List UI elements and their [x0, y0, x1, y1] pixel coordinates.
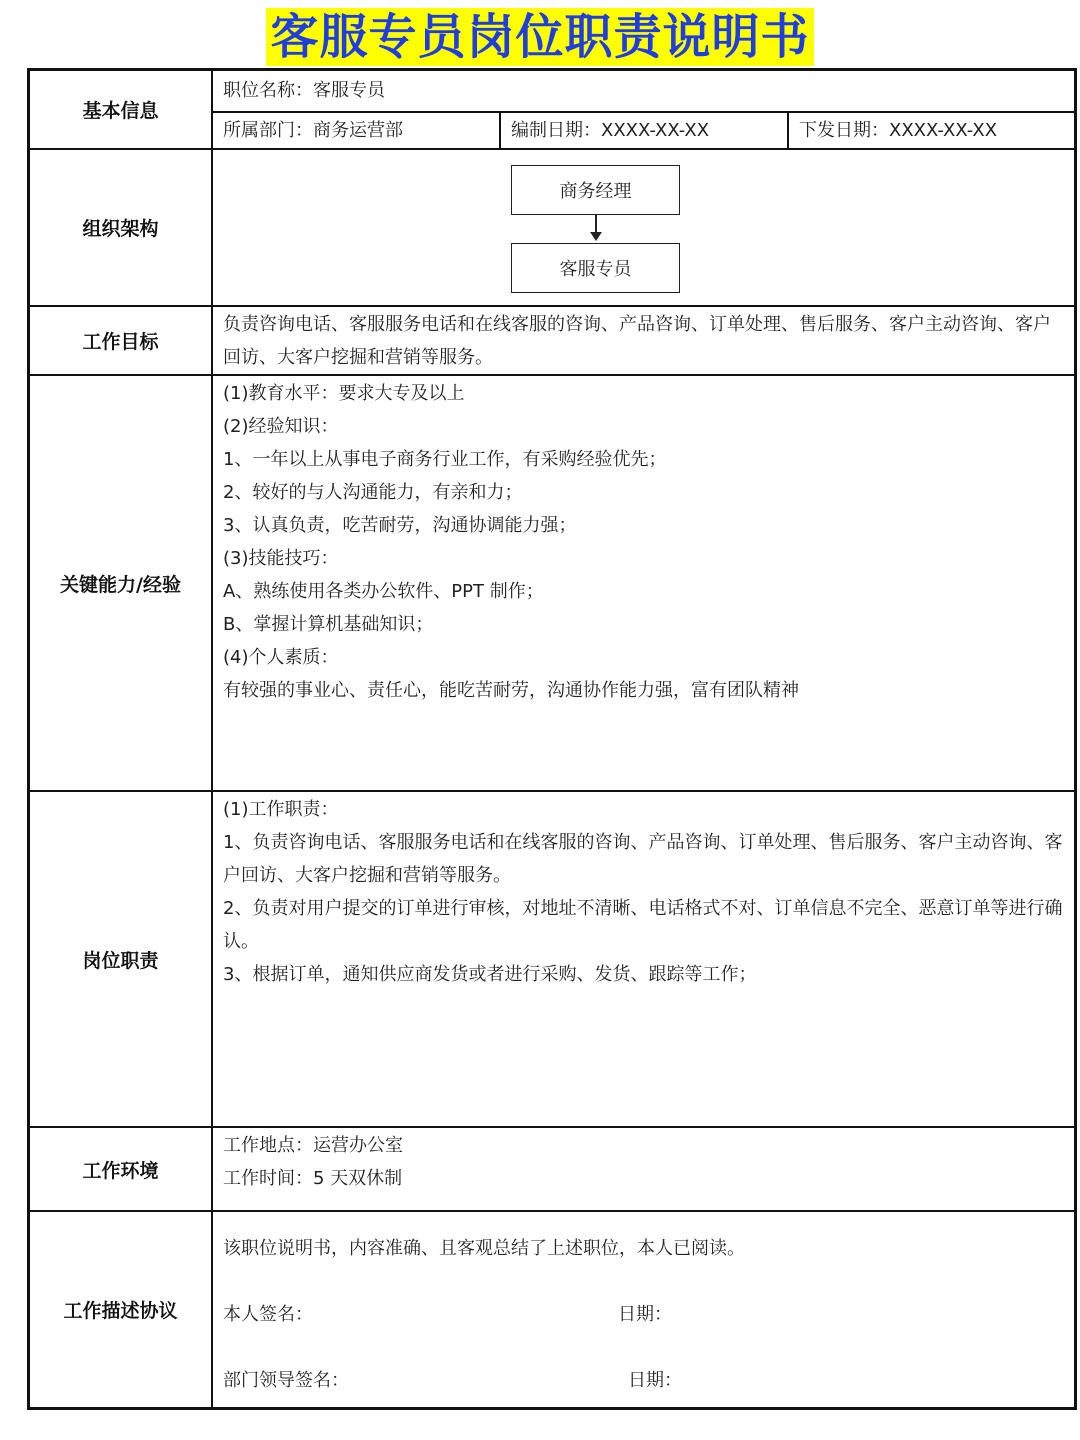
- duties-content: [213, 792, 1074, 1126]
- work-environment-content: [213, 1128, 1074, 1210]
- ability-line: 有较强的事业心、责任心，能吃苦耐劳，沟通协作能力强，富有团队精神: [223, 680, 799, 701]
- basic-info-subrow: [213, 113, 1074, 149]
- row-basic-info: [30, 71, 1074, 150]
- leader-signature-label: 部门领导签名：: [223, 1370, 349, 1391]
- agreement-statement: 该职位说明书，内容准确、且客观总结了上述职位，本人已阅读。: [223, 1238, 745, 1259]
- leader-date-label: 日期：: [628, 1370, 682, 1391]
- self-date-label: 日期：: [618, 1304, 672, 1325]
- ability-line: (2)经验知识：: [223, 416, 339, 437]
- work-goal-text: 负责咨询电话、客服服务电话和在线客服的咨询、产品咨询、订单处理、售后服务、客户主动咨询、客户回访、大客户挖掘和营销等服务。: [223, 314, 1051, 368]
- arrow-down-icon: [590, 232, 602, 241]
- label-work-goal: 工作目标: [30, 307, 213, 374]
- issue-date: 下发日期：XXXX-XX-XX: [799, 120, 998, 141]
- duty-line: 3、根据订单，通知供应商发货或者进行采购、发货、跟踪等工作；: [223, 964, 757, 985]
- work-time: 工作时间：5 天双休制: [223, 1168, 403, 1189]
- ability-line: 3、认真负责，吃苦耐劳，沟通协调能力强；: [223, 515, 577, 536]
- label-key-abilities: 关键能力/经验: [30, 376, 213, 790]
- row-key-abilities: [30, 376, 1074, 792]
- work-location: 工作地点：运营办公室: [223, 1135, 403, 1156]
- label-agreement: 工作描述协议: [30, 1212, 213, 1407]
- org-chart: [213, 150, 1074, 305]
- ability-line: 1、一年以上从事电子商务行业工作，有采购经验优先；: [223, 449, 667, 470]
- position-name: 职位名称：客服专员: [213, 71, 1074, 113]
- key-abilities-content: [213, 376, 1074, 790]
- duty-line: (1)工作职责：: [223, 799, 339, 820]
- org-box-specialist: 客服专员: [511, 243, 680, 293]
- title-wrap: [0, 8, 1080, 66]
- row-work-goal: [30, 307, 1074, 376]
- ability-line: (3)技能技巧：: [223, 548, 339, 569]
- org-box-manager: 商务经理: [511, 165, 680, 215]
- label-basic-info: 基本信息: [30, 71, 213, 148]
- label-org-structure: 组织架构: [30, 150, 213, 305]
- ability-line: (1)教育水平：要求大专及以上: [223, 383, 465, 404]
- compile-date: 编制日期：XXXX-XX-XX: [501, 113, 789, 149]
- ability-line: 2、较好的与人沟通能力，有亲和力；: [223, 482, 523, 503]
- self-signature-label: 本人签名：: [223, 1304, 313, 1325]
- ability-line: A、熟练使用各类办公软件、PPT 制作；: [223, 581, 544, 602]
- agreement-content: [213, 1212, 1074, 1407]
- duty-line: 1、负责咨询电话、客服服务电话和在线客服的咨询、产品咨询、订单处理、售后服务、客户主动咨询、客户回访、大客户挖掘和营销等服务。: [223, 832, 1063, 886]
- department: 所属部门：商务运营部: [213, 113, 501, 149]
- row-duties: [30, 792, 1074, 1128]
- ability-line: (4)个人素质：: [223, 647, 339, 668]
- label-work-environment: 工作环境: [30, 1128, 213, 1210]
- document-title: 客服专员岗位职责说明书: [266, 8, 813, 66]
- row-org-structure: [30, 150, 1074, 307]
- row-agreement: [30, 1212, 1074, 1407]
- label-duties: 岗位职责: [30, 792, 213, 1126]
- job-description-table: [27, 68, 1077, 1410]
- ability-line: B、掌握计算机基础知识；: [223, 614, 434, 635]
- basic-info-content: [213, 71, 1074, 148]
- row-work-environment: [30, 1128, 1074, 1212]
- duty-line: 2、负责对用户提交的订单进行审核，对地址不清晰、电话格式不对、订单信息不完全、恶意订单等进行确认。: [223, 898, 1063, 952]
- work-goal-content: [213, 307, 1074, 374]
- org-connector: [595, 215, 597, 232]
